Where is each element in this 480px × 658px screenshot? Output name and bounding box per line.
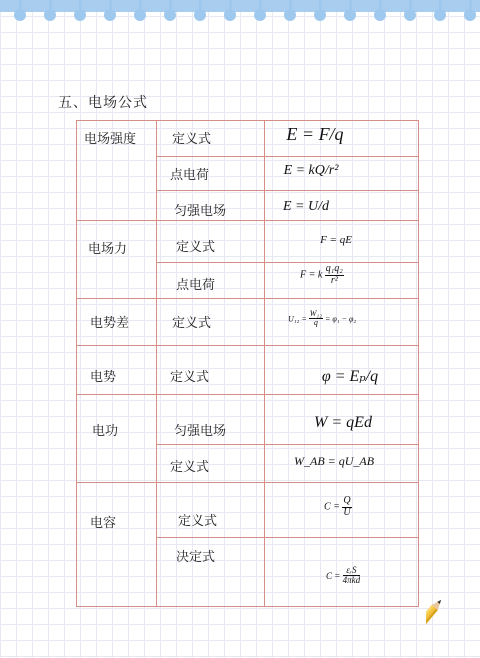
table-border-top <box>76 120 418 121</box>
type-cell: 定义式 <box>170 370 210 385</box>
quantity-cell: 电功 <box>92 424 119 439</box>
row-divider <box>156 537 418 538</box>
formula-fraction <box>324 496 352 518</box>
row-divider <box>156 262 418 263</box>
formula: W = qEd <box>314 414 372 431</box>
section-heading: 五、电场公式 <box>58 95 148 111</box>
quantity-cell: 电势 <box>90 370 117 385</box>
type-cell: 匀强电场 <box>174 424 227 439</box>
quantity-cell: 电场强度 <box>84 132 137 147</box>
table-border-bottom <box>76 606 418 607</box>
quantity-cell: 电场力 <box>88 242 128 257</box>
type-cell: 定义式 <box>176 240 216 255</box>
formula-denominator: 4πkd <box>342 575 361 586</box>
formula-lhs: F = k <box>300 269 323 281</box>
row-divider <box>76 394 418 395</box>
formula-lhs: C = <box>326 570 341 581</box>
column-divider <box>156 120 157 607</box>
table-border-right <box>418 120 419 607</box>
quantity-cell: 电容 <box>90 516 117 531</box>
formula: φ = Eₚ/q <box>321 368 379 385</box>
table-border-left <box>76 120 77 607</box>
type-cell: 匀强电场 <box>174 204 227 219</box>
formula-fraction <box>300 264 344 286</box>
formula: W_AB = qU_AB <box>294 454 375 468</box>
formula-fraction <box>326 566 360 586</box>
formula-fraction <box>288 310 356 328</box>
quantity-cell: 电势差 <box>90 316 130 331</box>
row-divider <box>76 482 418 483</box>
formula-numerator: εᵣS <box>343 566 361 576</box>
type-cell: 点电荷 <box>176 278 216 293</box>
formula-numerator: q₁q₂ <box>325 263 343 274</box>
row-divider <box>76 220 418 221</box>
formula-denominator: U <box>343 506 351 518</box>
column-divider <box>264 120 265 607</box>
type-cell: 定义式 <box>170 460 210 475</box>
row-divider <box>76 345 418 346</box>
row-divider <box>156 444 418 445</box>
row-divider <box>156 190 418 191</box>
formula: E = kQ/r² <box>283 163 339 178</box>
type-cell: 定义式 <box>178 514 218 529</box>
type-cell: 定义式 <box>172 132 212 147</box>
type-cell: 决定式 <box>176 550 216 565</box>
row-divider <box>76 298 418 299</box>
type-cell: 点电荷 <box>170 168 210 183</box>
formula-numerator: W₁₂ <box>309 309 322 318</box>
formula-lhs: U₁₂ = <box>288 314 307 324</box>
row-divider <box>156 156 418 157</box>
formula-denominator: r² <box>330 274 338 286</box>
formula: F = qE <box>320 234 352 246</box>
type-cell: 定义式 <box>172 316 212 331</box>
formula: E = U/d <box>283 199 329 214</box>
formula-numerator: Q <box>343 495 351 506</box>
pencil-icon <box>426 598 480 658</box>
formula-lhs: C = <box>324 501 340 513</box>
formula-rhs: = φ₁ − φ₂ <box>324 314 357 324</box>
formula-denominator: q <box>313 318 318 328</box>
formula: E = F/q <box>286 124 344 144</box>
